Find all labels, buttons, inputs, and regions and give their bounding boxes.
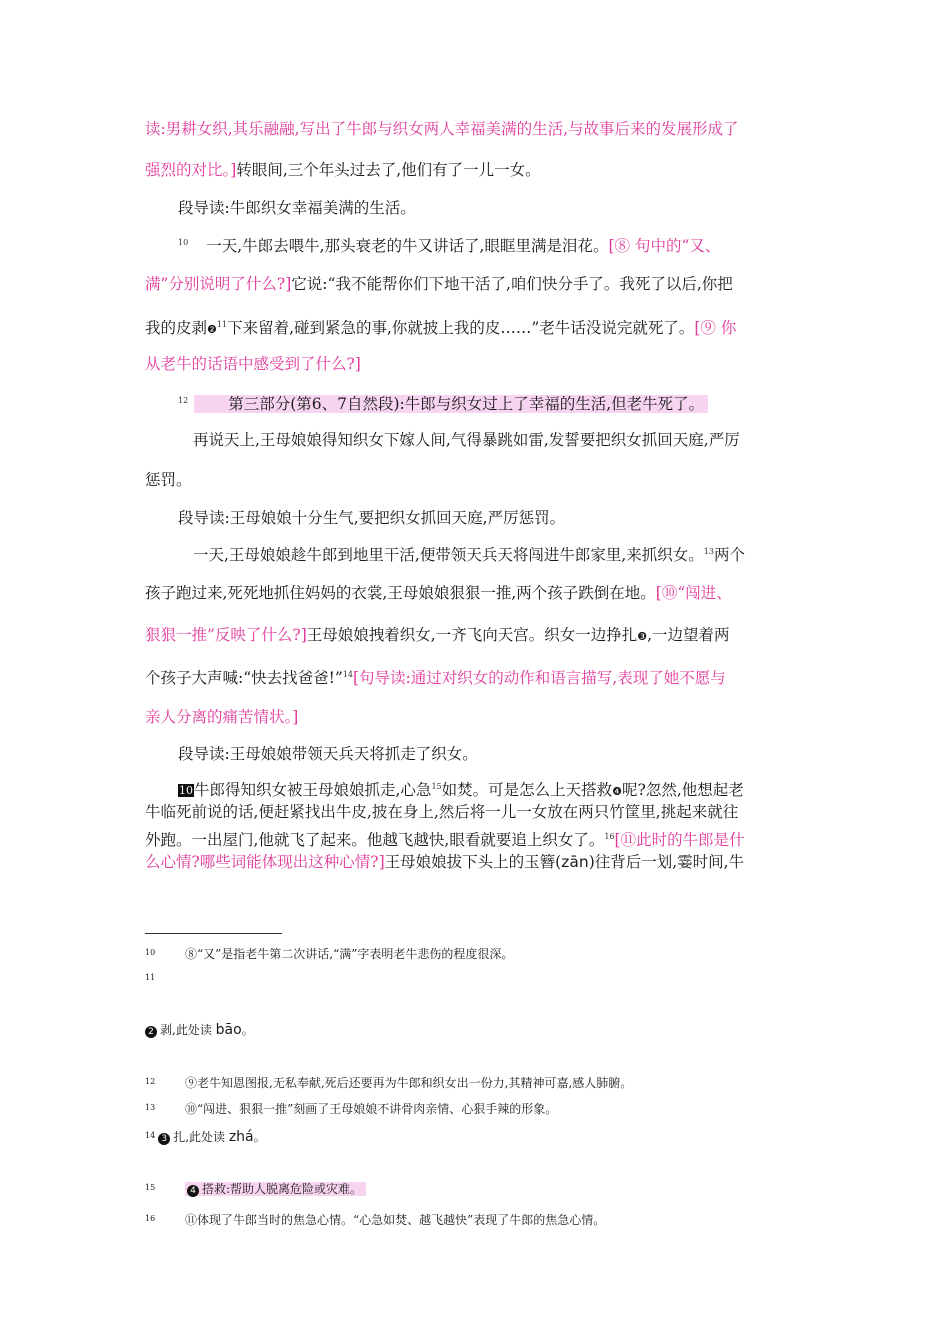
footnote-ref: 14 [342, 670, 353, 679]
pinyin: bāo [215, 1022, 242, 1038]
question-annotation: [⑧ 句中的“又、 [608, 237, 721, 256]
segment-guide: 段导读:王母娘娘带领天兵天将抓走了织女。 [178, 745, 478, 763]
body-text: 王母娘娘拔下头上的玉簪( [384, 853, 562, 871]
footnote-text: 。 [253, 1130, 266, 1144]
annotation-text: 读:男耕女织,其乐融融,写出了牛郎与织女两人幸福美满的生活,与故事后来的发展形成了 [145, 120, 739, 138]
footnote-12 [145, 1074, 632, 1091]
paragraph-number: 10 [179, 784, 193, 798]
footnote-13 [145, 1100, 557, 1117]
text-line [145, 851, 810, 873]
text-line [145, 582, 810, 604]
body-text: 两个 [713, 546, 745, 565]
body-text: )往背后一划,霎时间,牛 [588, 853, 745, 871]
question-annotation: 满”分别说明了什么?] [145, 275, 292, 293]
footnote-text: ⑪体现了牛郎当时的焦急心情。“心急如焚、越飞越快”表现了牛郎的焦急心情。 [185, 1213, 606, 1227]
footnote-number: 13 [145, 1103, 156, 1112]
footnote-number: 15 [145, 1183, 156, 1192]
body-text: 孩子跑过来,死死地抓住妈妈的衣裳,王母娘娘狠狠一推,两个孩子跌倒在地。 [145, 584, 656, 602]
footnote-number: 16 [145, 1214, 156, 1223]
footnote-text: 搭救:帮助人脱离危险或灾难。 [202, 1182, 363, 1196]
note-mark: ❸ [637, 630, 648, 643]
note-mark: ❹ [612, 785, 623, 799]
pinyin: zhá [228, 1129, 254, 1145]
note-circle-icon: 4 [187, 1185, 199, 1197]
text-line [145, 624, 810, 648]
footnote-highlight [185, 1182, 366, 1196]
footnote-15 [145, 1180, 366, 1197]
body-text: 我的皮剥 [145, 319, 208, 338]
body-text: 下来留着,碰到紧急的事,你就披上我的皮……”老牛话没说完就死了。 [227, 319, 695, 338]
body-text: 惩罚。 [145, 471, 192, 489]
footnote-ref: 16 [604, 832, 615, 841]
question-annotation: [⑩“闯进、 [655, 584, 732, 602]
part-heading-text: 第三部分(第6、7自然段):牛郎与织女过上了幸福的生活,但老牛死了。 [194, 395, 708, 413]
footnote-text: 扎,此处读 [173, 1130, 229, 1144]
body-text: 一天,牛郎去喂牛,那头衰老的牛又讲话了,眼眶里满是泪花。 [206, 237, 609, 256]
footnote-number: 14 [145, 1131, 156, 1140]
text-line [193, 541, 858, 566]
question-annotation: [⑪此时的牛郎是什 [614, 831, 745, 850]
body-text: 它说:“我不能帮你们下地干活了,咱们快分手了。我死了以后,你把 [291, 275, 733, 293]
text-line [178, 232, 843, 257]
question-annotation: 狠狠一推”反映了什么?] [145, 626, 307, 644]
footnote-text: 。 [241, 1023, 254, 1037]
note-circle-icon: 3 [158, 1133, 170, 1145]
question-annotation: 从老牛的话语中感受到了什么?] [145, 355, 361, 373]
text-line [178, 776, 843, 803]
footnote-10 [145, 945, 513, 962]
body-text: 个孩子大声喊:“快去找爸爸!” [145, 669, 343, 688]
text-line [145, 159, 810, 181]
footnote-number: 11 [145, 973, 156, 982]
text-line [145, 273, 810, 295]
footnote-text: ⑨老牛知恩图报,无私奉献,死后还要再为牛郎和织女出一份力,其精神可嘉,感人肺腑。 [185, 1076, 633, 1090]
annotation-text: 强烈的对比。] [145, 161, 237, 179]
footnote-text: 剥,此处读 [160, 1023, 216, 1037]
body-text: 如焚。可是怎么上天搭救 [441, 781, 613, 800]
segment-guide: 段导读:王母娘娘十分生气,要把织女抓回天庭,严厉惩罚。 [178, 509, 566, 527]
annotation-text: [句导读:通过对织女的动作和语言描写,表现了她不愿与 [353, 669, 726, 688]
footnote-11 [145, 970, 185, 987]
footnote-text: ⑩“闯进、狠狠一推”刻画了王母娘娘不讲骨肉亲情、心狠手辣的形象。 [185, 1102, 558, 1116]
body-text: ,一边望着两 [647, 626, 730, 644]
body-text: 呢?忽然,他想起老 [622, 781, 744, 800]
question-annotation: 么心情?哪些词能体现出这种心情?] [145, 853, 385, 871]
question-annotation: [⑨ 你 [694, 319, 737, 338]
footnote-ref: 10 [178, 238, 189, 247]
body-text: 转眼间,三个年头过去了,他们有了一儿一女。 [236, 161, 541, 179]
text-line [145, 314, 810, 341]
annotation-text: 亲人分离的痛苦情状。] [145, 708, 299, 726]
body-text: 外跑。一出屋门,他就飞了起来。他越飞越快,眼看就要追上织女了。 [145, 831, 605, 850]
body-text: 牛临死前说的话,便赶紧找出牛皮,披在身上,然后将一儿一女放在两只竹筐里,挑起来就往 [145, 803, 739, 821]
pinyin: zān [561, 853, 589, 871]
text-line [145, 826, 810, 851]
segment-guide: 段导读:牛郎织女幸福美满的生活。 [178, 199, 416, 217]
text-line [145, 664, 810, 689]
body-text: 再说天上,王母娘娘得知织女下嫁人间,气得暴跳如雷,发誓要把织女抓回天庭,严厉 [193, 431, 740, 449]
footnote-ref: 15 [431, 782, 442, 791]
footnote-text: ⑧“又”是指老牛第二次讲话,“满”字表明老牛悲伤的程度很深。 [185, 947, 514, 961]
footnote-number: 10 [145, 948, 156, 957]
footnote-bao [145, 1022, 254, 1038]
footnote-ref: 12 [178, 396, 189, 405]
footnote-14 [145, 1128, 266, 1145]
note-circle-icon: 2 [145, 1026, 157, 1038]
body-text: 王母娘娘拽着织女,一齐飞向天宫。织女一边挣扎 [306, 626, 638, 644]
footnote-number: 12 [145, 1077, 156, 1086]
footnote-ref: 13 [703, 547, 714, 556]
body-text: 一天,王母娘娘趁牛郎到地里干活,便带领天兵天将闯进牛郎家里,来抓织女。 [193, 546, 704, 565]
body-text: 牛郎得知织女被王母娘娘抓走,心急 [194, 781, 432, 800]
footnote-ref: 11 [216, 320, 228, 329]
footnote-16 [145, 1211, 605, 1228]
note-mark: ❷ [207, 323, 217, 337]
part-heading [178, 390, 843, 415]
footnote-divider [145, 933, 282, 934]
